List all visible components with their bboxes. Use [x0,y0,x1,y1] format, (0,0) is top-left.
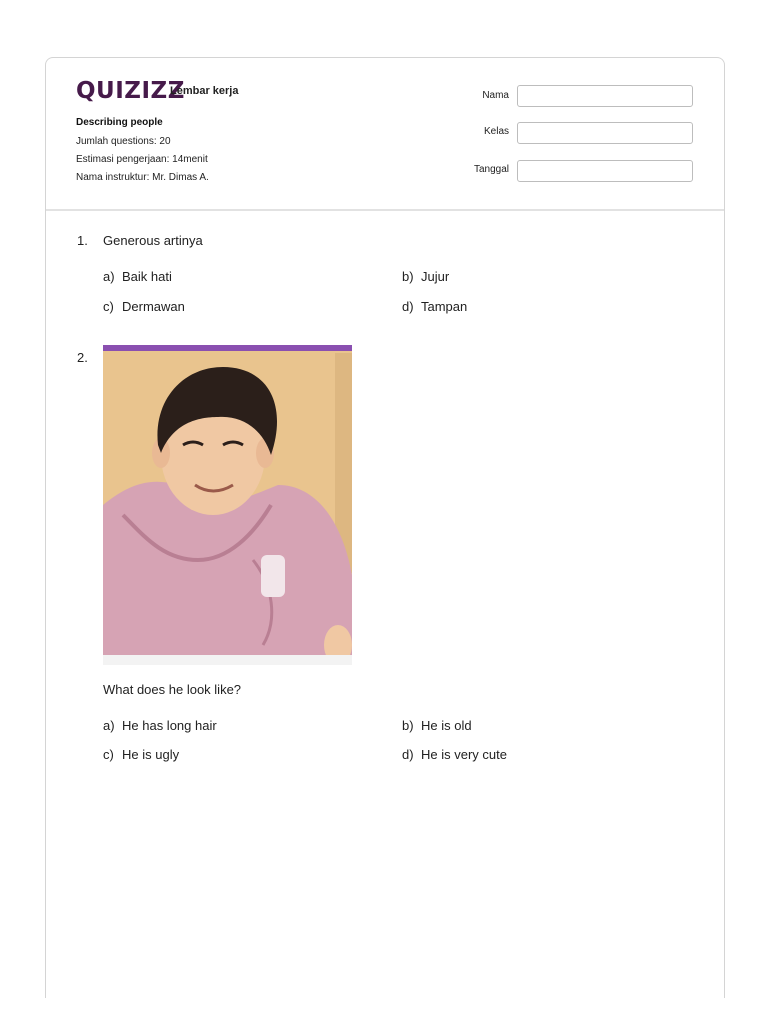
question-number: 1. [77,233,88,248]
option-c[interactable] [103,299,185,314]
option-text: He is very cute [421,747,507,762]
option-text: He is ugly [122,747,180,762]
option-b[interactable] [402,718,472,733]
worksheet-card [45,57,725,998]
worksheet-header [46,58,724,211]
option-a[interactable] [103,269,172,284]
instructor-name: Nama instruktur: Mr. Dimas A. [76,172,209,183]
option-text: Tampan [421,299,468,314]
question-number: 2. [77,350,88,365]
option-letter: d) [402,747,414,762]
option-text: He has long hair [122,718,217,733]
option-c[interactable] [103,747,179,762]
option-text: Baik hati [122,269,172,284]
option-d[interactable] [402,299,467,314]
option-text: Dermawan [122,299,185,314]
date-field[interactable] [517,160,693,182]
sheet-type-label: Lembar kerja [170,85,239,97]
option-letter: d) [402,299,414,314]
option-text: Jujur [421,269,450,284]
name-field[interactable] [517,85,693,107]
boy-photo [103,345,352,665]
class-field[interactable] [517,122,693,144]
option-letter: a) [103,718,115,733]
option-letter: b) [402,269,414,284]
option-a[interactable] [103,718,217,733]
question-text: What does he look like? [103,682,242,697]
name-label: Nama [482,90,509,101]
estimated-time: Estimasi pengerjaan: 14menit [76,154,208,165]
option-text: He is old [421,718,472,733]
date-label: Tanggal [473,164,509,175]
option-letter: a) [103,269,115,284]
option-letter: b) [402,718,414,733]
option-b[interactable] [402,269,449,284]
class-label: Kelas [483,126,509,137]
quizizz-logo: QUIZIZZ [76,78,185,104]
option-d[interactable] [402,747,507,762]
option-letter: c) [103,747,114,762]
question-count: Jumlah questions: 20 [76,136,171,147]
quiz-title: Describing people [76,117,163,128]
boy-photo-illustration [103,345,352,665]
question-text: Generous artinya [103,233,203,248]
option-letter: c) [103,299,114,314]
